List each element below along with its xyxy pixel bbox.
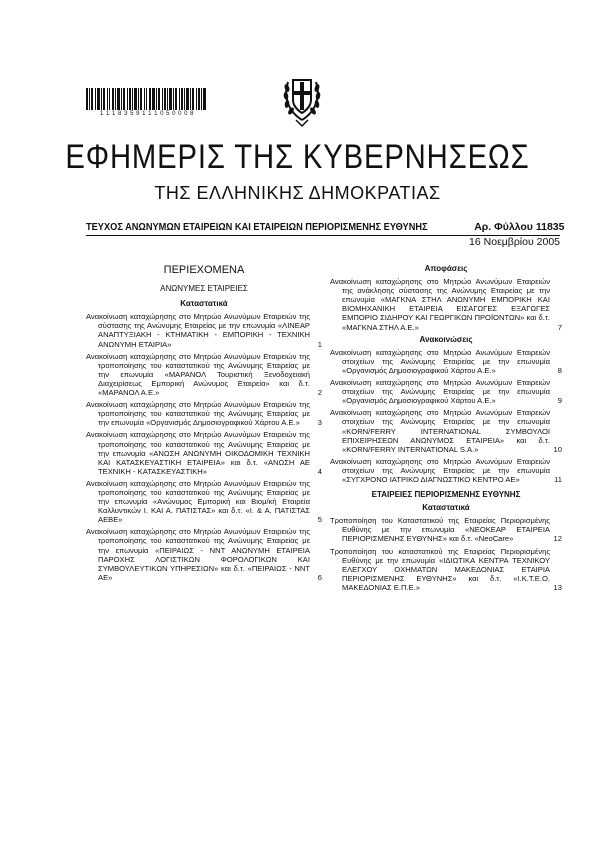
entry-page-number: 6 [317, 572, 322, 582]
gazette-subtitle: ΤΗΣ ΕΛΛΗΝΙΚΗΣ ΔΗΜΟΚΡΑΤΙΑΣ [154, 183, 441, 203]
gazette-title: ΕΦΗΜΕΡΙΣ ΤΗΣ ΚΥΒΕΡΝΗΣΕΩΣ [65, 138, 530, 176]
list-item[interactable] [330, 277, 562, 332]
list-item[interactable] [86, 479, 322, 524]
entry-text: Τροποποίηση του καταστατικού της Εταιρείας Περιορισμένης Ευθύνης με την επωνυμία «ΙΔΙΩΤΙΚΑ ΚΕΝΤΡΑ ΤΕΧΝΙΚΟΥ ΕΛΕΓΧΟΥ ΟΧΗΜΑΤΩΝ ΜΑΚΕΔΟΝΙΑΣ ΕΤΑΙΡΙΑ ΠΕΡΙΟΡΙΣΜΕΝΗΣ ΕΥΘΥΝΗΣ» και δ.τ. «Ι.Κ.Τ.Ε.Ο. ΜΑΚΕΔΟΝΙΑΣ Ε.Π.Ε.» [330, 546, 550, 592]
list-item[interactable] [86, 430, 322, 475]
entry-page-number: 4 [317, 466, 322, 476]
entry-text: Ανακοίνωση καταχώρησης στο Μητρώο Ανωνύμων Εταιρειών της τροποποίησης του καταστατικού της Ανώνυμης Εταιρείας με την επωνυμία «ΠΕΙΡΑΙΩΣ - ΝΝΤ ΑΝΩΝΥΜΗ ΕΤΑΙΡΕΙΑ ΠΑΡΟΧΗΣ ΛΟΓΙΣΤΙΚΩΝ ΦΟΡΟΛΟΓΙΚΩΝ ΚΑΙ ΣΥΜΒΟΥΛΕΥΤΙΚΩΝ ΥΠΗΡΕΣΙΩΝ» και δ.τ. «ΠΕΙΡΑΙΩΣ - ΝΝΤ ΑΕ» [86, 527, 310, 582]
entry-text: Τροποποίηση του Καταστατικού της Εταιρείας Περιορισμένης Ευθύνης με την επωνυμία «ΝΕΟΚΕΑΡ ΕΤΑΙΡΕΙΑ ΠΕΡΙΟΡΙΣΜΕΝΗΣ ΕΥΘΥΝΗΣ» και δ.τ. «NeoCare» [330, 516, 550, 544]
barcode-number: 1 1 1 8 3 5 9 1 1 1 0 5 0 0 0 8 [100, 111, 194, 117]
list-item[interactable] [330, 516, 562, 543]
entry-page-number: 10 [553, 444, 562, 454]
list-item[interactable] [330, 408, 562, 453]
decisions-heading: Αποφάσεις [424, 264, 468, 273]
announcements-heading: Ανακοινώσεις [419, 334, 473, 344]
issue-line [86, 221, 565, 236]
entry-text: Ανακοίνωση καταχώρησης στο Μητρώο Ανωνύμων Εταιρειών της σύστασης της Ανώνυμης Εταιρείας με την επωνυμία «ΛΙΝΕΑΡ ΑΝΑΠΤΥΞΙΑΚΗ - ΚΤΗΜΑΤΙΚΗ - ΕΜΠΟΡΙΚΗ - ΤΕΧΝΙΚΗ ΑΝΩΝΥΜΗ ΕΤΑΙΡΙΑ» [86, 312, 310, 349]
entry-text: Ανακοίνωση καταχώρησης στο Μητρώο Ανωνύμων Εταιρειών στοιχείων της Ανώνυμης Εταιρείας με την επωνυμία «Οργανισμός Δημοσιογραφικού Χάρτου Α.Ε.» [330, 378, 550, 406]
entry-page-number: 8 [557, 365, 562, 375]
entry-page-number: 2 [317, 388, 322, 398]
entry-page-number: 3 [317, 418, 322, 428]
issue-number: Αρ. Φύλλου 11835 [474, 221, 565, 233]
entry-text: Ανακοίνωση καταχώρησης στο Μητρώο Ανωνύμων Εταιρειών της τροποποίησης του καταστατικού της Ανώνυμης Εταιρείας με την επωνυμία «Ανώνυμος Εμπορική και Βιομ/κή Εταιρεία Καλλυντικών Ι. ΚΑΙ Α. ΠΑΤΙΣΤΑΣ» και δ.τ. «Ι. & Α. ΠΑΤΙΣΤΑΣ ΑΕΒΕ» [86, 478, 310, 525]
entry-page-number: 9 [557, 396, 562, 406]
barcode [86, 88, 208, 117]
entry-text: Ανακοίνωση καταχώρησης στο Μητρώο Ανωνύμων Εταιρειών της τροποποίησης του καταστατικού της Ανώνυμης Εταιρείας με την επωνυμία «ΜΑΡΑΝΟΛ Τουριστική Ξενοδοχειακή Διαχειρίσεως Εμπορική Ανώνυμος Εταιρεία» και δ.τ. «ΜΑΡΑΝΟΛ Α.Ε.» [86, 351, 310, 398]
entry-text: Ανακοίνωση καταχώρησης στο Μητρώο Ανωνύμων Εταιρειών της τροποποίησης του καταστατικού της Ανώνυμης Εταιρείας με την επωνυμία «Οργανισμός Δημοσιογραφικού Χάρτου Α.Ε.» [86, 400, 310, 428]
list-item[interactable] [330, 547, 562, 592]
entry-page-number: 12 [553, 534, 562, 544]
entry-text: Ανακοίνωση καταχώρησης στο Μητρώο Ανωνύμων Εταιρειών στοιχείων της Ανώνυμης Εταιρείας με την επωνυμία «KORN/FERRY INTERNATIONAL ΣΥΜΒΟΥΛΟΙ ΕΠΙΧΕΙΡΗΣΕΩΝ ΑΝΩΝΥΜΟΣ ΕΤΑΙΡΕΙΑ» και δ.τ. «KORN/FERRY INTERNATIONAL S.A.» [330, 408, 550, 454]
contents-right-column [330, 264, 562, 595]
issue-series: ΤΕΥΧΟΣ ΑΝΩΝΥΜΩΝ ΕΤΑΙΡΕΙΩΝ ΚΑΙ ΕΤΑΙΡΕΙΩΝ ΠΕΡΙΟΡΙΣΜΕΝΗΣ ΕΥΘΥΝΗΣ [86, 221, 428, 233]
entry-text: Ανακοίνωση καταχώρησης στο Μητρώο Ανωνύμων Εταιρειών στοιχείων της Ανώνυμης Εταιρείας με την επωνυμία «ΣΥΓΧΡΟΝΟ ΙΑΤΡΙΚΟ ΔΙΑΓΝΩΣΤΙΚΟ ΚΕΝΤΡΟ ΑΕ» [330, 456, 550, 484]
section-heading: ΑΝΩΝΥΜΕΣ ΕΤΑΙΡΕΙΕΣ [160, 284, 248, 294]
section-heading: ΕΤΑΙΡΕΙΕΣ ΠΕΡΙΟΡΙΣΜΕΝΗΣ ΕΥΘΥΝΗΣ [371, 490, 521, 500]
list-item[interactable] [86, 527, 322, 582]
entry-page-number: 11 [554, 474, 562, 484]
entry-page-number: 7 [557, 322, 562, 332]
subsection-heading: Καταστατικά [180, 299, 228, 309]
entry-text: Ανακοίνωση καταχώρησης στο Μητρώο Ανωνύμων Εταιρειών στοιχείων της Ανώνυμης Εταιρείας με την επωνυμία «Οργανισμός Δημοσιογραφικού Χάρτου Α.Ε.» [330, 347, 550, 375]
entry-text: Ανακοίνωση καταχώρησης στο Μητρώο Ανωνύμων Εταιρειών της ανάκλησης σύστασης της Ανώνυμης Εταιρείας με την επωνυμία «ΜΑΓΚΝΑ ΣΤΗΛ ΑΝΩΝΥΜΗ ΕΜΠΟΡΙΚΗ ΚΑΙ ΒΙΟΜΗΧΑΝΙΚΗ ΕΤΑΙΡΕΙΑ ΕΙΣΑΓΩΓΕΣ ΕΞΑΓΩΓΕΣ ΕΜΠΟΡΙΟ ΣΙΔΗΡΟΥ ΚΑΙ ΓΕΩΡΓΙΚΩΝ ΠΡΟΪΟΝΤΩΝ» και δ.τ. «ΜΑΓΚΝΑ ΣΤΗΛ Α.Ε.» [330, 277, 550, 332]
issue-date: 16 Νοεμβρίου 2005 [469, 236, 560, 248]
greek-coat-of-arms-emblem [282, 60, 322, 130]
list-item[interactable] [86, 400, 322, 427]
subsection-heading: Καταστατικά [422, 503, 470, 513]
entry-text: Ανακοίνωση καταχώρησης στο Μητρώο Ανωνύμων Εταιρειών της τροποποίησης του καταστατικού της Ανώνυμης Εταιρείας με την επωνυμία «ΑΝΩΣΗ ΑΝΩΝΥΜΗ ΟΙΚΟΔΟΜΙΚΗ ΤΕΧΝΙΚΗ ΚΑΙ ΚΑΤΑΣΚΕΥΑΣΤΙΚΗ ΕΤΑΙΡΕΙΑ» και δ.τ. «ΑΝΩΣΗ ΑΕ ΤΕΧΝΙΚΗ - ΚΑΤΑΣΚΕΥΑΣΤΙΚΗ» [86, 430, 310, 476]
entry-page-number: 1 [317, 339, 322, 349]
list-item[interactable] [330, 457, 562, 484]
contents-left-column [86, 264, 322, 585]
entry-page-number: 13 [553, 582, 562, 592]
list-item[interactable] [86, 352, 322, 397]
contents-title: ΠΕΡΙΕΧΟΜΕΝΑ [163, 264, 245, 276]
list-item[interactable] [330, 378, 562, 405]
entry-page-number: 5 [317, 515, 322, 525]
barcode-bars [86, 88, 208, 110]
list-item[interactable] [330, 348, 562, 375]
list-item[interactable] [86, 312, 322, 348]
